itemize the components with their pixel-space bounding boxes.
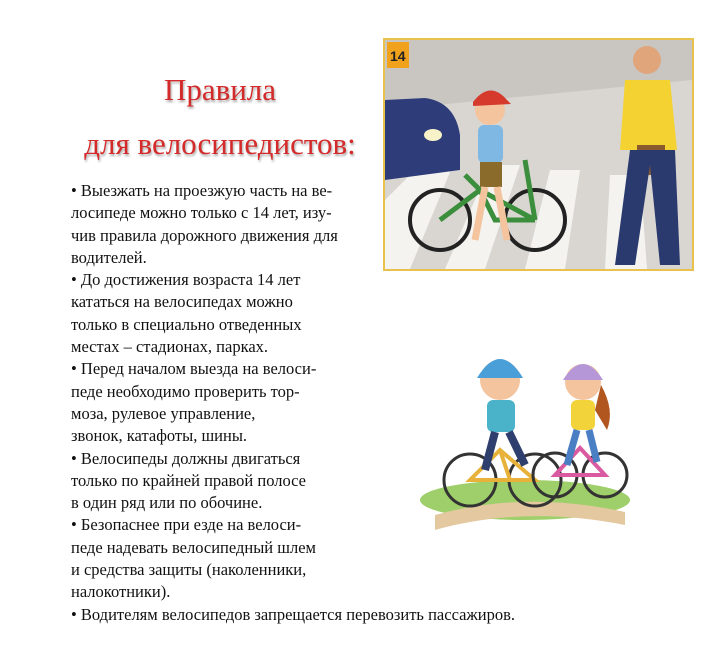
rule-line: педе необходимо проверить тор- <box>71 381 300 401</box>
rule-line: только по крайней правой полосе <box>71 470 306 490</box>
rule-line-passengers: • Водителям велосипедов запрещается перевозить пассажиров. <box>71 605 516 624</box>
rule-line: • Безопаснее при езде на велоси- <box>71 515 302 535</box>
rule-line: лосипеде можно только с 14 лет, изу- <box>71 203 332 223</box>
rule-line: водителей. <box>71 247 147 267</box>
rules-list <box>71 180 371 604</box>
rule-line: • До достижения возраста 14 лет <box>71 270 301 290</box>
rule-line: местах – стадионах, парках. <box>71 337 269 357</box>
rule-line: в один ряд или по обочине. <box>71 493 263 513</box>
page-title-line-2: для велосипедистов: <box>84 126 356 161</box>
rule-line: звонок, катафоты, шины. <box>71 426 248 446</box>
rule-line: • Выезжать на проезжую часть на ве- <box>71 181 333 200</box>
crosswalk-scene <box>385 40 692 269</box>
age-sign-label: 14 <box>390 48 406 64</box>
rule-line: • Перед началом выезда на велоси- <box>71 359 317 379</box>
rule-line: только в специально отведенных <box>71 314 302 334</box>
crosswalk-illustration <box>383 38 694 271</box>
children-cycling-scene <box>415 340 635 530</box>
rule-line: налокотники). <box>71 582 171 602</box>
children-cycling-illustration <box>415 340 635 530</box>
rule-line: и средства защиты (наколенники, <box>71 560 307 580</box>
rule-line: кататься на велосипедах можно <box>71 292 293 312</box>
rule-line: моза, рулевое управление, <box>71 403 256 423</box>
rule-line: чив правила дорожного движения для <box>71 225 338 245</box>
rule-line: • Велосипеды должны двигаться <box>71 448 301 468</box>
page-title-line-1: Правила <box>163 72 277 107</box>
rule-line: педе надевать велосипедный шлем <box>71 537 316 557</box>
